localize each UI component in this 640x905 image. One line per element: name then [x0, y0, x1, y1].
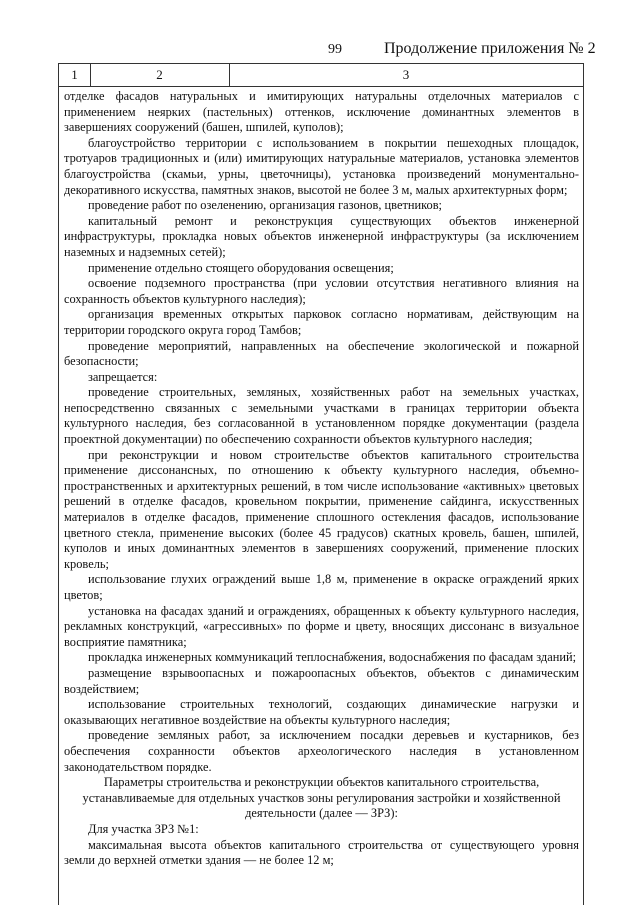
paragraph: капитальный ремонт и реконструкция существующих объектов инженерной инфраструктуры, прокладка новых объектов инженерной инфраструктуры (за исключением наземных и надземных сетей); [64, 213, 579, 259]
paragraph: установка на фасадах зданий и ограждениях, обращенных к объекту культурного наследия, рекламных конструкций, «агрессивных» по форме и цвету, вносящих диссонанс в визуальное восприятие памятника; [64, 603, 579, 649]
column-header-2: 2 [90, 64, 230, 86]
paragraph: освоение подземного пространства (при условии отсутствия негативного влияния на сохранность объектов культурного наследия); [64, 276, 579, 306]
section-title: Параметры строительства и реконструкции объектов капитального строительства, устанавливаемые для отдельных участков зоны регулирования застройки и хозяйственной деятельности (далее — ЗРЗ): [82, 775, 561, 821]
paragraph: использование строительных технологий, создающих динамические нагрузки и оказывающих негативное воздействие на объекты культурного наследия; [64, 697, 579, 727]
appendix-label: Продолжение приложения № 2 [384, 40, 596, 57]
paragraph: при реконструкции и новом строительстве объектов капитального строительства применение диссонансных, по отношению к объекту культурного наследия, объемно-пространственных и архитектурных решений, в том числе использование «активных» цветовых решений в отделке фасадов, кровельном покрытии, применение сайдинга, искусственных материалов в отделке фасадов, применение сплошного остекления фасадов, использование цветного стекла, применение высоких (более 45 градусов) скатных кровель, башен, шпилей, куполов и иных доминантных элементов в завершениях сооружений, применение плоских кровель; [64, 447, 579, 571]
paragraph: использование глухих ограждений выше 1,8 м, применение в окраске ограждений ярких цветов; [64, 572, 579, 602]
table-header-row [59, 64, 583, 87]
paragraph: прокладка инженерных коммуникаций теплоснабжения, водоснабжения по фасадам зданий; [88, 650, 577, 665]
paragraph: максимальная высота объектов капитального строительства от существующего уровня земли до верхней отметки здания — не более 12 м; [64, 837, 579, 868]
paragraph: благоустройство территории с использованием в покрытии пешеходных площадок, тротуаров традиционных и (или) имитирующих натуральные материалов, установка элементов благоустройства (скамьи, урны, цветочницы), установка произведений монументально-декоративного искусства, памятных знаков, высотой не более 3 м, малых архитектурных форм; [64, 135, 579, 197]
paragraph: организация временных открытых парковок согласно нормативам, действующим на территории городского округа город Тамбов; [64, 307, 579, 337]
subsection-heading: Для участка ЗРЗ №1: [88, 821, 199, 836]
paragraph: проведение мероприятий, направленных на обеспечение экологической и пожарной безопасности; [64, 338, 579, 369]
column-header-3: 3 [402, 67, 410, 82]
paragraph: размещение взрывоопасных и пожароопасных объектов, объектов с динамическим воздействием; [64, 665, 579, 696]
page-number: 99 [328, 42, 342, 57]
document-table [58, 63, 584, 905]
paragraph: проведение земляных работ, за исключением посадки деревьев и кустарников, без обеспечения сохранности объектов археологического наследия в установленном законодательством порядке. [64, 728, 579, 774]
paragraph: проведение работ по озеленению, организация газонов, цветников; [88, 198, 443, 213]
column-header-1: 1 [59, 64, 91, 86]
table-body-text [59, 87, 583, 869]
paragraph: запрещается: [88, 369, 158, 384]
paragraph: проведение строительных, земляных, хозяйственных работ на земельных участках, непосредственно связанных с земельными участками в границах территории объекта культурного наследия, без согласованной в установленном порядке документации (раздела проектной документации) по обеспечению сохранности объектов культурного наследия; [64, 385, 579, 447]
paragraph: применение отдельно стоящего оборудования освещения; [88, 260, 394, 275]
paragraph: отделке фасадов натуральных и имитирующих натуральны отделочных материалов с применением неярких (пастельных) оттенков, исключение доминантных элементов в завершениях сооружений (башен, шпилей, куполов); [64, 89, 579, 135]
